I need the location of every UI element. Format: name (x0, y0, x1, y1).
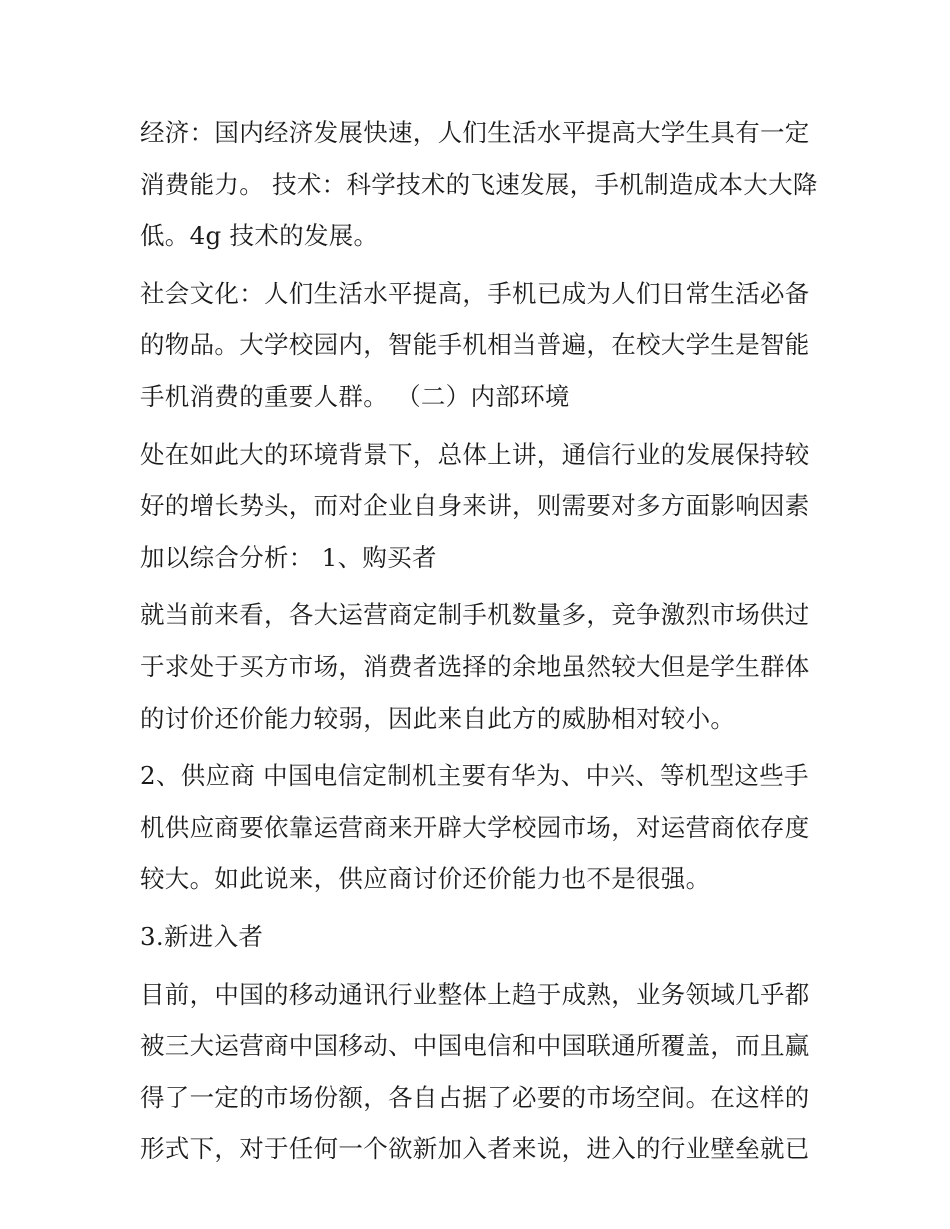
paragraph-new-entrants: 目前，中国的移动通讯行业整体上趋于成熟，业务领域几乎都被三大运营商中国移动、中国电信和中国联通所覆盖，而且赢得了一定的市场份额，各自占据了必要的市场空间。在这样的形式下，对于任何一个欲新加入者来说，进入的行业壁垒就已 (140, 979, 810, 1164)
paragraph-internal-environment: 处在如此大的环境背景下，总体上讲，通信行业的发展保持较好的增长势头，而对企业自身来讲，则需要对多方面影响因素加以综合分析： 1、购买者 (140, 439, 810, 572)
paragraph-buyers: 就当前来看，各大运营商定制手机数量多，竞争激烈市场供过于求处于买方市场，消费者选择的余地虽然较大但是学生群体的讨价还价能力较弱，因此来自此方的威胁相对较小。 (140, 600, 810, 733)
paragraph-social-culture: 社会文化：人们生活水平提高，手机已成为人们日常生活必备的物品。大学校园内，智能手机相当普遍，在校大学生是智能手机消费的重要人群。 （二）内部环境 (140, 278, 810, 411)
paragraph-suppliers: 2、供应商 中国电信定制机主要有华为、中兴、等机型这些手机供应商要依靠运营商来开辟大学校园市场，对运营商依存度较大。如此说来，供应商讨价还价能力也不是很强。 (140, 761, 810, 894)
document-body (140, 107, 820, 1175)
paragraph-economy-technology: 经济：国内经济发展快速，人们生活水平提高大学生具有一定消费能力。 技术：科学技术的飞速发展，手机制造成本大大降低。4g 技术的发展。 (140, 118, 818, 251)
heading-new-entrants: 3.新进入者 (140, 921, 264, 951)
